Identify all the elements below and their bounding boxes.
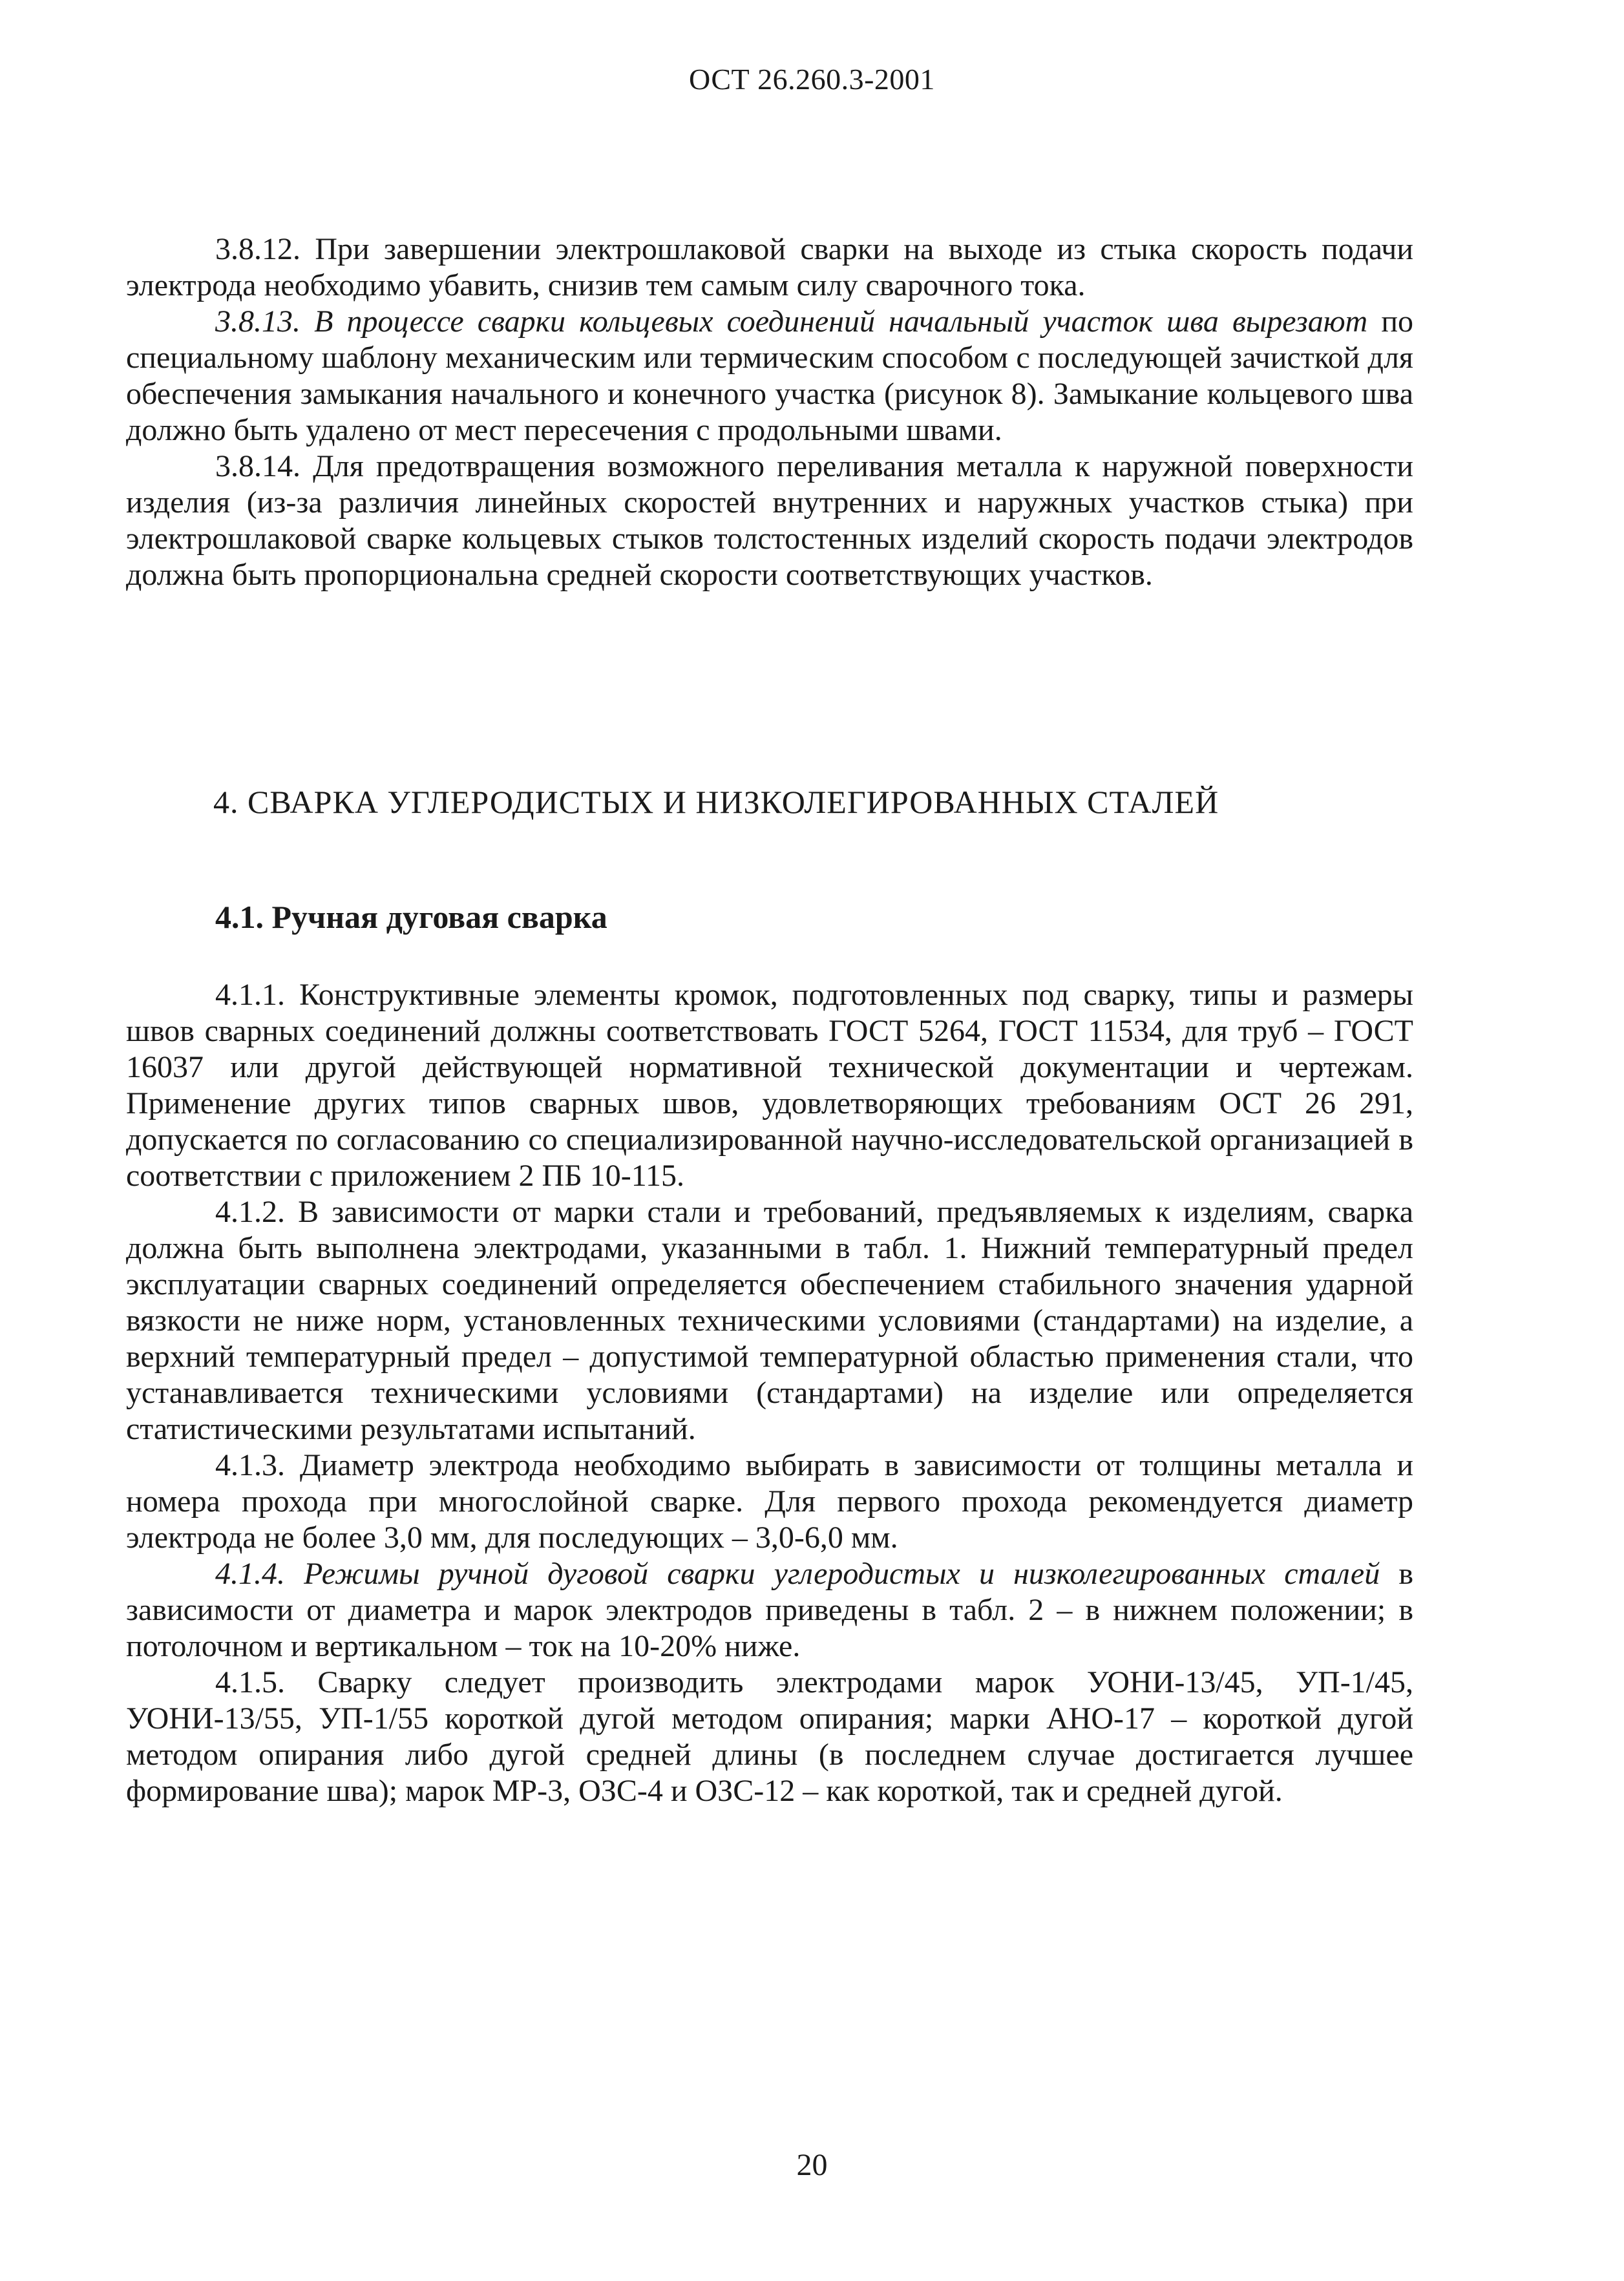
paragraph-number: 4.1.4. — [215, 1557, 285, 1591]
paragraph-number: 4.1.5. — [215, 1665, 285, 1699]
paragraph-text: по специальному шаблону механическим или термическим способом с последующей зачисткой для обеспечения замыкания начального и конечного участка (рисунок 8). Замыкание кольцевого шва должно быть удалено от мест пересечения с продольными швами. — [126, 304, 1414, 447]
section-3-paragraphs — [126, 231, 1413, 593]
subsection-4-1-title: 4.1. Ручная дуговая сварка — [215, 899, 607, 935]
section-4-title: 4. СВАРКА УГЛЕРОДИСТЫХ И НИЗКОЛЕГИРОВАННЫХ СТАЛЕЙ — [213, 784, 1219, 820]
section-4-paragraphs — [126, 977, 1413, 1809]
paragraph-text: в зависимости от диаметра и марок электродов приведены в табл. 2 – в нижнем положении; в потолочном и вертикальном – ток на 10-20% ниже. — [126, 1557, 1414, 1663]
paragraph-number: 3.8.14. — [215, 449, 301, 483]
paragraph-3-8-14 — [126, 448, 1413, 593]
paragraph-number: 4.1.1. — [215, 978, 285, 1012]
paragraph-number: 3.8.12. — [215, 232, 301, 266]
paragraph-text: Диаметр электрода необходимо выбирать в зависимости от толщины металла и номера прохода при многослойной сварке. Для первого прохода рекомендуется диаметр электрода не более 3,0 мм, для последующих – 3,0-6,0 мм. — [126, 1448, 1414, 1555]
paragraph-4-1-4 — [126, 1556, 1413, 1665]
page-number: 20 — [796, 2148, 828, 2182]
paragraph-number: 4.1.2. — [215, 1195, 285, 1229]
document-code-header: ОСТ 26.260.3-2001 — [689, 63, 935, 96]
paragraph-4-1-5 — [126, 1665, 1413, 1809]
paragraph-italic-lead: В процессе сварки кольцевых соединений начальный участок шва вырезают — [314, 304, 1368, 339]
paragraph-3-8-12 — [126, 231, 1413, 304]
paragraph-italic-lead: Режимы ручной дуговой сварки углеродистых и низколегированных сталей — [304, 1557, 1380, 1591]
paragraph-number: 4.1.3. — [215, 1448, 285, 1482]
paragraph-text: При завершении электрошлаковой сварки на выходе из стыка скорость подачи электрода необходимо убавить, снизив тем самым силу сварочного тока. — [126, 232, 1414, 302]
paragraph-4-1-3 — [126, 1447, 1413, 1556]
paragraph-text: Конструктивные элементы кромок, подготовленных под сварку, типы и размеры швов сварных соединений должны соответствовать ГОСТ 5264, ГОСТ 11534, для труб – ГОСТ 16037 или другой действующей нормативной технической документации и чертежам. Применение других типов сварных швов, удовлетворяющих требованиям ОСТ 26 291, допускается по согласованию со специализированной научно-исследовательской организацией в соответствии с приложением 2 ПБ 10-115. — [126, 978, 1414, 1193]
paragraph-number: 3.8.13. — [215, 304, 301, 339]
paragraph-4-1-2 — [126, 1194, 1413, 1447]
paragraph-3-8-13 — [126, 304, 1413, 448]
paragraph-text: В зависимости от марки стали и требований, предъявляемых к изделиям, сварка должна быть выполнена электродами, указанными в табл. 1. Нижний температурный предел эксплуатации сварных соединений определяется обеспечением стабильного значения ударной вязкости не ниже норм, установленных техническими условиями (стандартами) на изделие, а верхний температурный предел – допустимой температурной областью применения стали, что устанавливается техническими условиями (стандартами) на изделие или определяется статистическими результатами испытаний. — [126, 1195, 1414, 1446]
paragraph-4-1-1 — [126, 977, 1413, 1194]
paragraph-text: Для предотвращения возможного переливания металла к наружной поверхности изделия (из-за различия линейных скоростей внутренних и наружных участков стыка) при электрошлаковой сварке кольцевых стыков толстостенных изделий скорость подачи электродов должна быть пропорциональна средней скорости соответствующих участков. — [126, 449, 1414, 592]
paragraph-text: Сварку следует производить электродами марок УОНИ-13/45, УП-1/45, УОНИ-13/55, УП-1/55 короткой дугой методом опирания; марки АНО-17 – короткой дугой методом опирания либо дугой средней длины (в последнем случае достигается лучшее формирование шва); марок МР-3, ОЗС-4 и ОЗС-12 – как короткой, так и средней дугой. — [126, 1665, 1414, 1808]
